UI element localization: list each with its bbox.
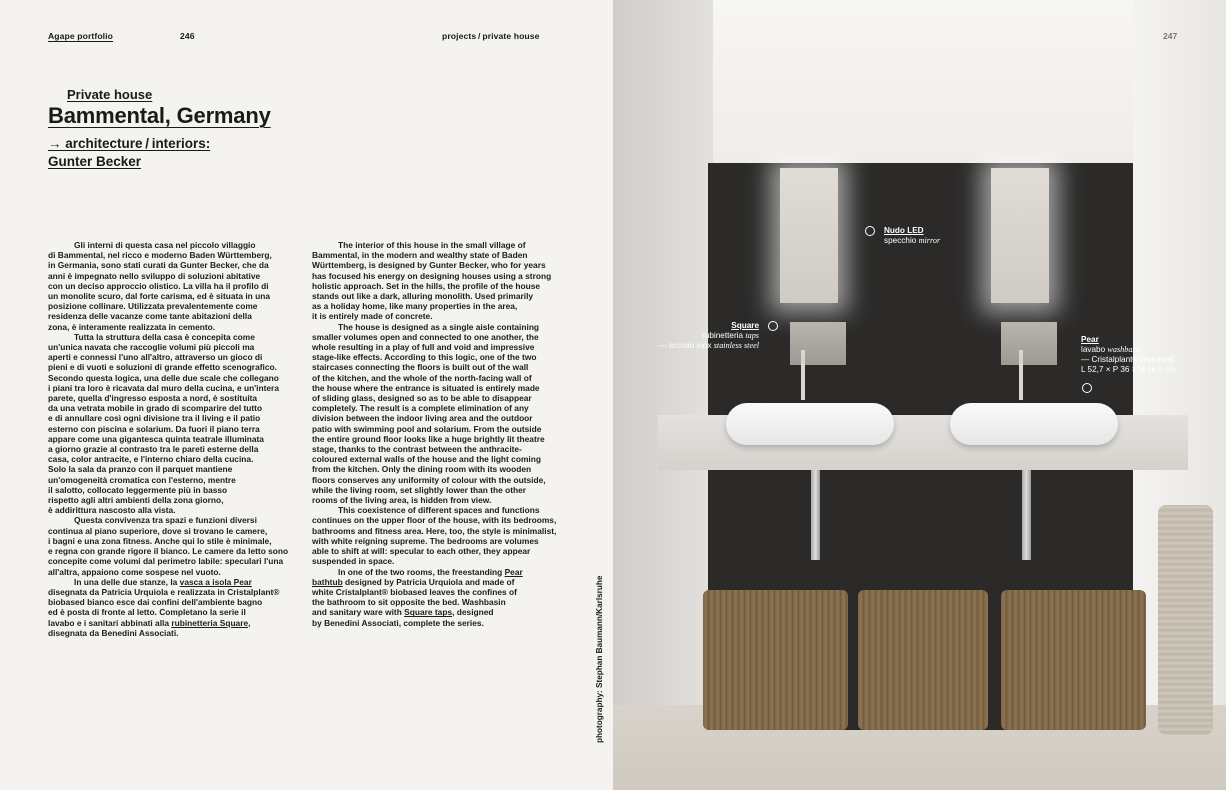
text-line: stage-like effects. According to this logic, one of the two (312, 352, 537, 363)
callout-pear (1081, 335, 1176, 375)
pear-link-en[interactable]: Pear (504, 566, 523, 577)
text-line: continua al piano superiore, dove si trovano le camere, (48, 525, 268, 536)
text-line (48, 577, 300, 587)
text-line: e di annullare così ogni divisione tra il living e il patio (48, 413, 261, 424)
text-line: stands out like a dark, alluring monolith. Used primarily (312, 291, 534, 302)
text-line: able to shift at will: specular to each other, they appear (312, 546, 531, 557)
pear-hotspot-icon[interactable] (1082, 383, 1092, 393)
text-fragment: In one of the two rooms, the freestanding (338, 566, 505, 577)
text-line: the house where the entrance is situated is entirely made (312, 382, 540, 393)
callout-en: taps (745, 331, 759, 340)
text-line: da una vetrata mobile in grado di scomparire del tutto (48, 403, 263, 414)
text-line: in Germania, sono stati curati da Gunter Becker, che da (48, 260, 269, 271)
english-text-column (312, 240, 567, 628)
callout-nudo (884, 226, 940, 246)
drain-pipe-right (1022, 470, 1031, 560)
text-line: concepite come volumi dal perimetro labile: speculari l'una (48, 556, 284, 567)
text-line: un monolite scuro, dal forte carisma, ed è situata in una (48, 291, 270, 302)
text-line: all'altra, appaiono come sospese nel vuoto. (48, 566, 221, 577)
text-line: ed è posta di fronte al letto. Completano la serie il (48, 607, 246, 618)
text-line: parete, quella d'ingresso esposta a nord, è sostituita (48, 393, 258, 404)
text-line: smaller volumes open and connected to one another, the (312, 331, 539, 342)
text-line: il salotto, collocato leggermente più in basso (48, 484, 228, 495)
article-eyebrow: Private house (67, 87, 153, 102)
photo-credit: photography: Stephan Baumann/Karlsruhe (595, 575, 604, 743)
hanging-towel (1158, 505, 1213, 735)
square-hotspot-icon[interactable] (768, 321, 778, 331)
callout-square (633, 321, 759, 351)
drain-pipe-left (811, 470, 820, 560)
text-line: un'omogeneità cromatica con l'esterno, mentre (48, 474, 236, 485)
square-taps-link[interactable]: rubinetteria Square (171, 617, 249, 628)
text-line: with white reigning supreme. The bedrooms are volumes (312, 535, 539, 546)
callout-dimensions: L 52,7 × P 36 × H 16,5 cm (1081, 365, 1177, 374)
callout-name: Nudo LED (884, 226, 924, 235)
text-line: as a holiday home, like many properties in the area, (312, 301, 518, 312)
left-wall (613, 0, 713, 790)
portfolio-label: Agape portfolio (48, 31, 113, 41)
text-line: aperti e connessi l'uno all'altro, attraverso un gioco di (48, 352, 263, 363)
text-line: coloured external walls of the house and the light coming (312, 454, 541, 465)
page-number-left: 246 (180, 31, 195, 41)
text-line: has focused his energy on designing houses using a strong (312, 270, 552, 281)
wicker-basket (1001, 590, 1146, 730)
text-line: Gli interni di questa casa nel piccolo villaggio (74, 240, 256, 250)
text-line: posizione collinare. Utilizzata prevalentemente come (48, 301, 258, 312)
text-line: casa, color antracite, e l'interno chiaro della cucina. (48, 454, 254, 465)
led-mirror-right (991, 168, 1049, 303)
text-line: white Cristalplant® biobased leaves the confines of (312, 586, 517, 597)
text-line: of sliding glass, designed so as to be able to disappear (312, 393, 532, 404)
text-line: disegnata da Benedini Associati. (48, 627, 179, 638)
text-line: un'unica navata che raccoglie volumi più piccoli ma (48, 342, 255, 353)
text-fragment: and sanitary ware with (312, 607, 405, 618)
pear-bathtub-link[interactable]: vasca a isola Pear (179, 576, 252, 587)
text-line: a giorno grazie al contrasto tra le pareti esterne della (48, 444, 259, 455)
text-line: e regna con grande rigore il bianco. Le camere da letto sono (48, 546, 289, 557)
text-line: while the living room, set slightly lower than the other (312, 484, 527, 495)
text-line: suspended in space. (312, 556, 395, 567)
text-line: bathrooms and fitness area. Here, too, the style is minimalist, (312, 525, 557, 536)
text-line: whole resulting in a play of full and void and impressive (312, 342, 535, 353)
text-line: Bammental, in the modern and wealthy state of Baden (312, 250, 528, 261)
text-line: residenza delle vacanze come tante abitazioni della (48, 311, 252, 322)
text-line: biobased bianco esce dai confini dell'ambiente bagno (48, 597, 263, 608)
text-fragment: , designed (452, 607, 494, 618)
text-line: rispetto agli altri ambienti della zona giorno, (48, 495, 224, 506)
text-line: zona, è interamente realizzata in cemento. (48, 321, 216, 332)
text-line: disegnata da Patricia Urquiola e realizzata in Cristalplant® (48, 586, 280, 597)
right-page-photo (613, 0, 1226, 790)
text-line: from the kitchen. Only the dining room with its wooden (312, 464, 532, 475)
led-mirror-left (780, 168, 838, 303)
text-line: è addirittura nascosto alla vista. (48, 505, 176, 516)
text-line: by Benedini Associati, complete the series. (312, 617, 484, 628)
callout-name: Square (731, 321, 759, 330)
text-line (312, 577, 567, 587)
text-line: appare come una gigantesca quinta teatrale illuminata (48, 433, 264, 444)
text-line: division between the indoor living area and the outdoor (312, 413, 533, 424)
text-line: floors conserves any uniformity of colour with the outside, (312, 474, 546, 485)
text-line: Questa convivenza tra spazi e funzioni diversi (74, 515, 257, 526)
text-line: i bagni e una zona fitness. Anche qui lo stile è minimale, (48, 535, 272, 546)
page-number-right: 247 (1163, 31, 1178, 41)
text-fragment: In una delle due stanze, la (74, 576, 180, 587)
text-fragment: lavabo e i sanitari abbinati alla (48, 617, 172, 628)
callout-en: mirror (918, 236, 941, 245)
text-line: the bathroom to sit opposite the bed. Washbasin (312, 597, 506, 608)
text-line (312, 607, 567, 617)
text-line: the entire ground floor looks like a huge brightly lit theatre (312, 433, 545, 444)
nudo-hotspot-icon[interactable] (865, 226, 875, 236)
bathtub-link-en[interactable]: bathtub (312, 576, 343, 587)
text-line: con un deciso approccio olistico. La villa ha il profilo di (48, 280, 269, 291)
article-title: Bammental, Germany (48, 103, 271, 128)
text-line (48, 618, 300, 628)
callout-material: — Cristalplant® biobased (1081, 355, 1174, 364)
tap-spout-right (1019, 350, 1023, 400)
text-line: The interior of this house in the small village of (338, 240, 526, 250)
text-line: holistic approach. Set in the hills, the profile of the house (312, 280, 541, 291)
text-line: stage, thanks to the contrast between the anthracite- (312, 444, 522, 455)
text-line: di Bammental, nel ricco e moderno Baden Württemberg, (48, 250, 272, 261)
tap-spout-left (801, 350, 805, 400)
credit-name: Gunter Becker (48, 154, 142, 169)
text-line: Württemberg, is designed by Gunter Becker, who for years (312, 260, 546, 271)
text-line: Solo la sala da pranzo con il parquet mantiene (48, 464, 233, 475)
text-fragment: , (248, 617, 251, 628)
callout-material-en: stainless steel (713, 341, 759, 350)
text-line: it is entirely made of concrete. (312, 311, 433, 322)
washbasin-right (950, 403, 1118, 445)
section-label: projects / private house (442, 31, 540, 41)
wicker-basket (858, 590, 988, 730)
text-line: staircases connecting the floors is built out of the wall (312, 362, 529, 373)
callout-it: rubinetteria (702, 331, 744, 340)
callout-material: — acciaio inox (658, 341, 712, 350)
credit-role: → architecture / interiors: (48, 136, 211, 151)
tap-plate-right (1001, 322, 1057, 365)
callout-it: lavabo (1081, 345, 1106, 354)
callout-it: specchio (884, 236, 917, 245)
text-line: This coexistence of different spaces and functions (338, 505, 540, 516)
callout-name: Pear (1081, 335, 1099, 344)
callout-en: washbasin (1107, 345, 1142, 354)
text-line: The house is designed as a single aisle containing (338, 321, 540, 332)
square-taps-link-en[interactable]: Square taps (404, 607, 453, 618)
italian-text-column (48, 240, 300, 638)
text-line: completely. The result is a complete elimination of any (312, 403, 529, 414)
text-line: rooms of the living area, is hidden from view. (312, 495, 492, 506)
text-line: continues on the upper floor of the house, with its bedrooms, (312, 515, 557, 526)
text-line: anni è impegnato nello sviluppo di soluzioni abitative (48, 270, 261, 281)
text-line: pieni e di vuoti e soluzioni di grande effetto scenografico. (48, 362, 277, 373)
text-fragment: designed by Patricia Urquiola and made of (342, 576, 515, 587)
text-line: Tutta la struttura della casa è concepita come (74, 331, 255, 342)
wicker-basket (703, 590, 848, 730)
tap-plate-left (790, 322, 846, 365)
washbasin-left (726, 403, 894, 445)
text-line (312, 567, 567, 577)
text-line: patio with swimming pool and solarium. From the outside (312, 423, 542, 434)
text-line: i piani tra loro è ricavata dal muro della cucina, e un'intera (48, 382, 279, 393)
text-line: of the kitchen, and the whole of the north-facing wall of (312, 372, 532, 383)
text-line: Secondo questa logica, una delle due scale che collegano (48, 372, 279, 383)
text-line: esterno con piscina e solarium. Da fuori il piano terra (48, 423, 260, 434)
